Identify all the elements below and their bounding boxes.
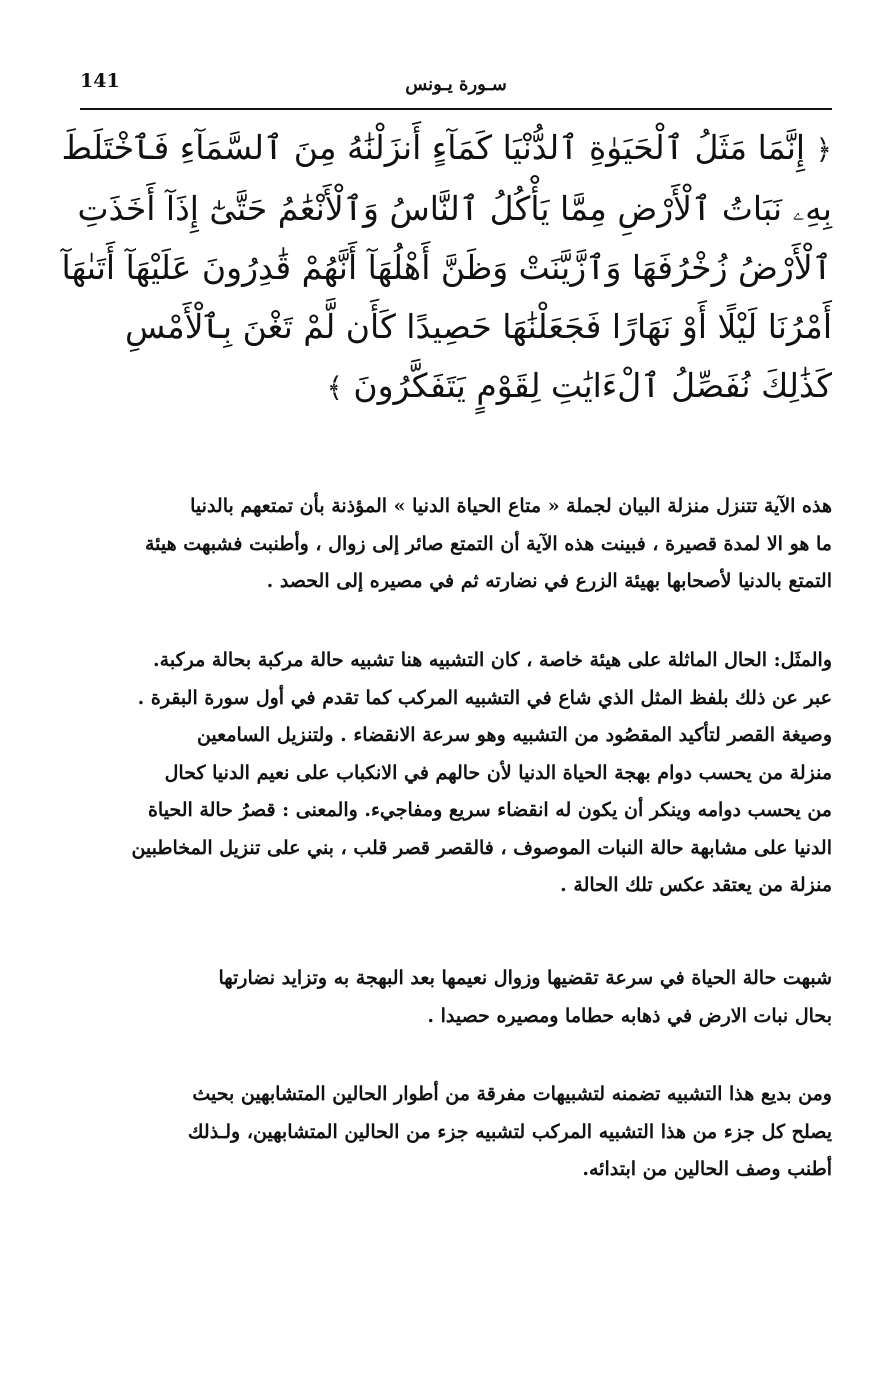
commentary-paragraph-3 [80,960,832,1035]
commentary-paragraph-1 [80,488,832,601]
commentary-paragraph-2 [80,642,832,905]
page-number: 141 [80,70,120,92]
verse-close-bracket: ﴾ [326,371,343,404]
page-header [80,64,832,110]
paragraph-line: والمثَل: الحال الماثلة على هيئة خاصة ، كان التشبيه هنا تشبيه حالة مركبة بحالة مركبة. [153,649,832,671]
paragraph-line: الدنيا على مشابهة حالة النبات الموصوف ، فالقصر قصر قلب ، بني على تنزيل المخاطبين [131,836,832,859]
verse-line-1-text: إِنَّمَا مَثَلُ ٱلْحَيَوٰةِ ٱلدُّنْيَا كَمَآءٍ أَنزَلْنَٰهُ مِنَ ٱلسَّمَآءِ فَٱخْتَلَطَ [61,128,806,167]
paragraph-line: يصلح كل جزء من هذا التشبيه المركب لتشبيه جزء من الحالين المتشابهين، ولـذلك [187,1120,832,1143]
paragraph-line: هذه الآية تتنزل منزلة البيان لجملة « متاع الحياة الدنيا » المؤذنة بأن تمتعهم بالدنيا [190,495,832,517]
quran-verse [61,118,832,417]
verse-line-5-text: كَذَٰلِكَ نُفَصِّلُ ٱلْءَايَٰتِ لِقَوْمٍ يَتَفَكَّرُونَ [353,366,832,405]
paragraph-line: شبهت حالة الحياة في سرعة تقضيها وزوال نعيمها بعد البهجة به وتزايد نضارتها [218,967,832,989]
paragraph-line: وصيغة القصر لتأكيد المقصُود من التشبيه وهو سرعة الانقضاء . ولتنزيل السامعين [196,724,832,746]
verse-line-5 [80,356,832,417]
verse-line-2: بِهِۦ نَبَاتُ ٱلْأَرْضِ مِمَّا يَأْكُلُ ٱلنَّاسُ وَٱلْأَنْعَٰمُ حَتَّىٰٓ إِذَآ أَخَذَتِ [77,189,832,228]
paragraph-line: منزلة من يعتقد عكس تلك الحالة . [560,874,832,896]
paragraph-line: التمتع بالدنيا لأصحابها بهيئة الزرع في نضارته ثم في مصيره إلى الحصد . [266,570,832,592]
paragraph-line: ما هو الا لمدة قصيرة ، فبينت هذه الآية أن التمتع صائر إلى زوال ، وأطنبت فشبهت هيئة [145,532,832,555]
paragraph-line: منزلة من يحسب دوام بهجة الحياة الدنيا لأن حالهم في الانكباب على نعيم الدنيا كحال [164,761,832,784]
paragraph-line: من يحسب دوامه وينكر أن يكون له انقضاء سريع ومفاجيء. والمعنى : قصرُ حالة الحياة [147,799,832,821]
commentary-paragraph-4 [80,1076,832,1189]
surah-title: سـورة يـونس [405,74,507,95]
paragraph-line: أطنب وصف الحالين من ابتدائه. [582,1158,832,1180]
verse-line-4: أَمْرُنَا لَيْلًا أَوْ نَهَارًا فَجَعَلْنَٰهَا حَصِيدًا كَأَن لَّمْ تَغْنَ بِٱلْأَمْسِ [124,307,832,346]
paragraph-line: بحال نبات الارض في ذهابه حطاما ومصيره حصيدا . [427,1004,832,1027]
verse-line-1 [61,118,832,179]
paragraph-line: ومن بديع هذا التشبيه تضمنه لتشبيهات مفرقة من أطوار الحالين المتشابهين بحيث [192,1083,832,1105]
verse-open-bracket: ﴿ [815,133,832,166]
verse-line-3: ٱلْأَرْضُ زُخْرُفَهَا وَٱزَّيَّنَتْ وَظَنَّ أَهْلُهَآ أَنَّهُمْ قَٰدِرُونَ عَلَيْهَآ أَتَىٰهَآ [61,248,832,287]
paragraph-line: عبر عن ذلك بلفظ المثل الذي شاع في التشبيه المركب كما تقدم في أول سورة البقرة . [137,686,832,709]
